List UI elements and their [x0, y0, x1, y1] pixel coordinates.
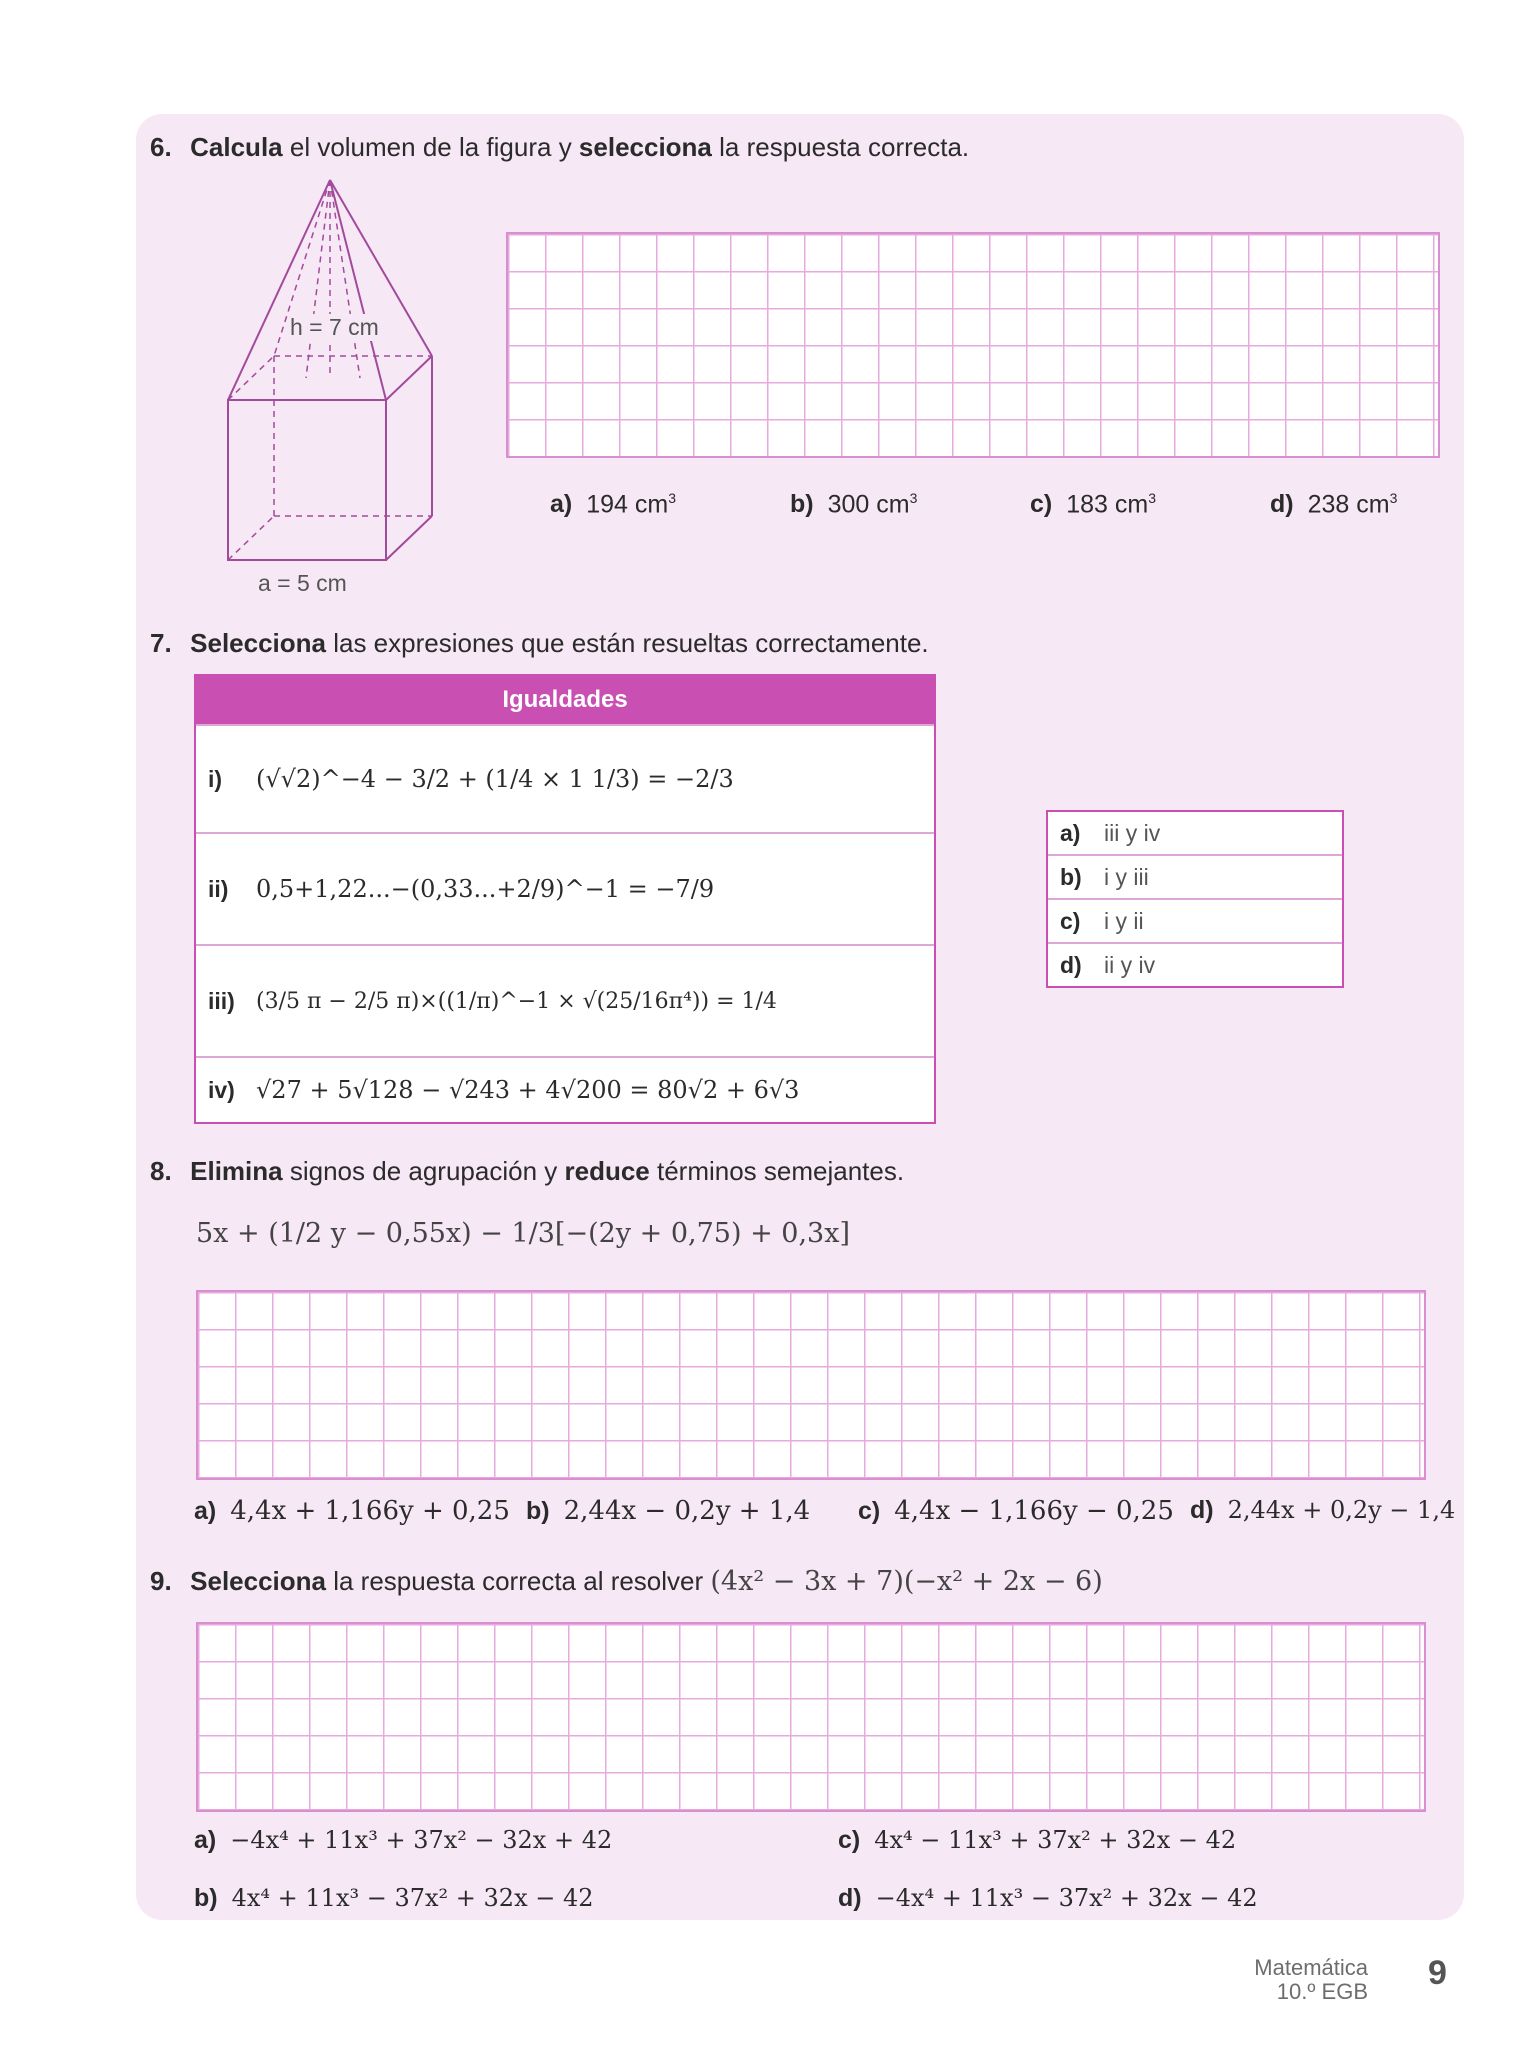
answer-option-d[interactable]	[1048, 944, 1342, 986]
option-label: d)	[1060, 951, 1082, 978]
option-label: a)	[194, 1497, 217, 1525]
question-number: 7.	[150, 628, 172, 658]
work-grid-q9[interactable]	[196, 1622, 1426, 1812]
question-number: 9.	[150, 1566, 172, 1596]
option-label: d)	[838, 1884, 862, 1912]
option-exponent: 3	[1389, 490, 1398, 506]
instruction-text: las expresiones que están resueltas correctamente.	[326, 628, 929, 658]
option-value: 183 cm	[1066, 490, 1149, 519]
option-label: d)	[1190, 1496, 1214, 1524]
option-c[interactable]	[1030, 490, 1156, 519]
instruction-verb: selecciona	[578, 132, 712, 162]
option-value: i y iii	[1104, 863, 1149, 890]
option-label: a)	[194, 1826, 217, 1854]
row-expression: √27 + 5√128 − √243 + 4√200 = 80√2 + 6√3	[256, 1076, 800, 1104]
option-exponent: 3	[1148, 490, 1157, 506]
option-label: d)	[1270, 490, 1294, 519]
table-row	[196, 832, 934, 944]
table-row	[196, 944, 934, 1056]
instruction-verb: Calcula	[190, 132, 283, 162]
option-b[interactable]	[194, 1884, 594, 1913]
height-label: h = 7 cm	[290, 314, 379, 340]
option-exponent: 3	[668, 490, 677, 506]
instruction-text: el volumen de la figura y	[282, 132, 579, 162]
question-6-heading	[150, 132, 969, 163]
footer-subject	[1254, 1956, 1368, 2004]
option-a[interactable]	[194, 1496, 510, 1526]
option-label: c)	[858, 1497, 881, 1525]
option-d[interactable]	[1190, 1496, 1455, 1525]
option-value: 4,4x + 1,166y + 0,25	[230, 1496, 510, 1526]
option-label: a)	[550, 490, 573, 519]
answer-option-a[interactable]	[1048, 812, 1342, 856]
work-grid-q6[interactable]	[506, 232, 1440, 458]
equalities-table	[194, 674, 936, 1124]
grade-level: 10.º EGB	[1276, 1979, 1368, 2005]
instruction-verb: reduce	[564, 1156, 650, 1186]
row-expression: (3/5 π − 2/5 π)×((1/π)^−1 × √(25/16π⁴)) = 1/4	[256, 988, 777, 1014]
option-label: a)	[1060, 819, 1081, 846]
option-value: iii y iv	[1104, 819, 1161, 846]
option-value: −4x⁴ + 11x³ − 37x² + 32x − 42	[875, 1884, 1258, 1912]
question-8-heading	[150, 1156, 904, 1187]
table-row	[196, 724, 934, 832]
option-b[interactable]	[526, 1496, 810, 1526]
option-label: b)	[1060, 863, 1082, 890]
option-value: 2,44x − 0,2y + 1,4	[563, 1496, 811, 1526]
option-a[interactable]	[194, 1826, 612, 1855]
option-exponent: 3	[909, 490, 918, 506]
instruction-verb: Elimina	[190, 1156, 283, 1186]
row-label: iii)	[208, 987, 235, 1014]
instruction-verb: Selecciona	[190, 1566, 326, 1596]
option-label: c)	[1060, 907, 1081, 934]
answer-option-b[interactable]	[1048, 856, 1342, 900]
option-label: c)	[1030, 490, 1053, 519]
q9-expression: (4x² − 3x + 7)(−x² + 2x − 6)	[710, 1566, 1103, 1597]
instruction-verb: Selecciona	[190, 628, 326, 658]
row-label: ii)	[208, 875, 229, 902]
option-value: 238 cm	[1307, 490, 1390, 519]
question-number: 6.	[150, 132, 172, 162]
option-d[interactable]	[1270, 490, 1397, 519]
row-expression: (√√2)^−4 − 3/2 + (1/4 × 1 1/3) = −2/3	[256, 765, 734, 793]
row-expression: 0,5+1,22...−(0,33...+2/9)^−1 = −7/9	[256, 875, 715, 903]
instruction-text: signos de agrupación y	[282, 1156, 565, 1186]
answer-option-c[interactable]	[1048, 900, 1342, 944]
option-value: ii y iv	[1104, 951, 1156, 978]
question-7-heading	[150, 628, 929, 659]
option-value: −4x⁴ + 11x³ + 37x² − 32x + 42	[230, 1826, 613, 1854]
question-9-heading	[150, 1566, 1103, 1597]
page-number: 9	[1428, 1954, 1447, 1992]
subject-name: Matemática	[1254, 1955, 1368, 1980]
answer-box-q7	[1046, 810, 1344, 988]
question-number: 8.	[150, 1156, 172, 1186]
option-value: i y ii	[1104, 907, 1144, 934]
option-b[interactable]	[790, 490, 917, 519]
instruction-text: la respuesta correcta.	[711, 132, 970, 162]
table-header: Igualdades	[196, 676, 934, 724]
option-value: 194 cm	[586, 490, 669, 519]
option-label: b)	[790, 490, 814, 519]
option-a[interactable]	[550, 490, 676, 519]
table-row	[196, 1056, 934, 1122]
pyramid-prism-figure	[210, 170, 450, 590]
instruction-text: la respuesta correcta al resolver	[326, 1566, 711, 1596]
option-label: b)	[194, 1884, 218, 1912]
q8-expression: 5x + (1/2 y − 0,55x) − 1/3[−(2y + 0,75) + 0,3x]	[196, 1218, 850, 1249]
option-value: 4,4x − 1,166y − 0,25	[894, 1496, 1174, 1526]
option-label: b)	[526, 1497, 550, 1525]
option-value: 300 cm	[827, 490, 910, 519]
option-d[interactable]	[838, 1884, 1258, 1913]
work-grid-q8[interactable]	[196, 1290, 1426, 1480]
option-value: 4x⁴ + 11x³ − 37x² + 32x − 42	[231, 1884, 594, 1912]
option-value: 2,44x + 0,2y − 1,4	[1227, 1496, 1456, 1524]
option-c[interactable]	[858, 1496, 1174, 1526]
option-label: c)	[838, 1826, 861, 1854]
instruction-text: términos semejantes.	[649, 1156, 905, 1186]
row-label: i)	[208, 765, 223, 792]
row-label: iv)	[208, 1076, 235, 1103]
option-value: 4x⁴ − 11x³ + 37x² + 32x − 42	[874, 1826, 1237, 1854]
base-label: a = 5 cm	[258, 570, 347, 596]
option-c[interactable]	[838, 1826, 1236, 1855]
